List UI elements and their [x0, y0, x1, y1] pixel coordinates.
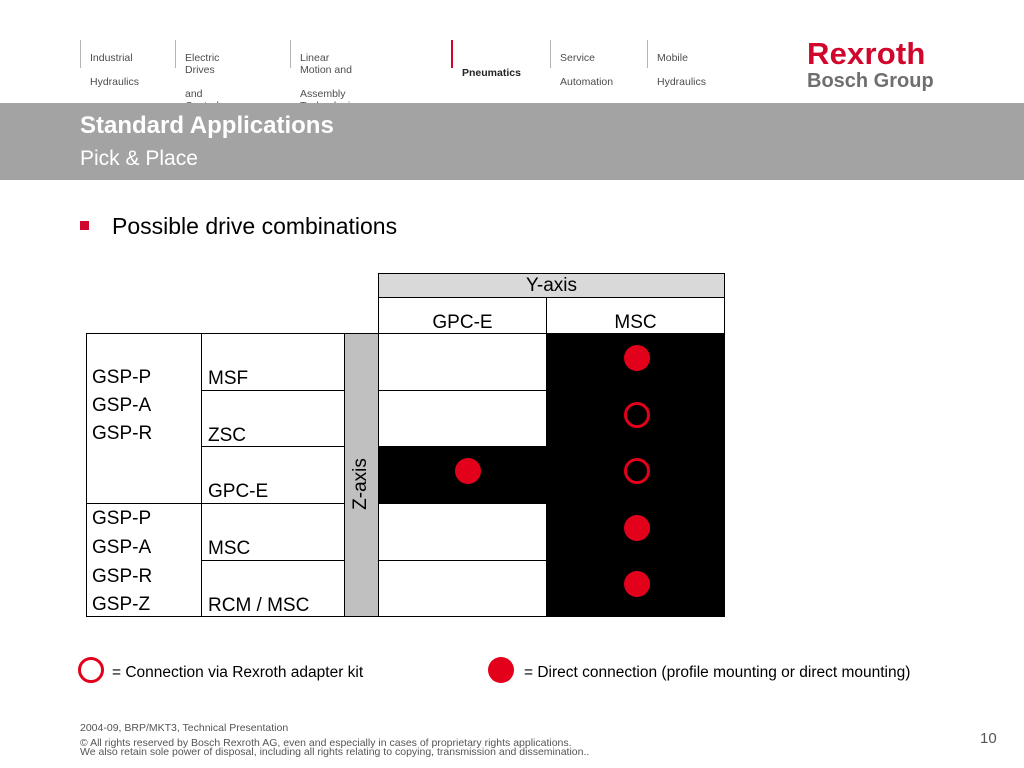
bullet-icon — [80, 221, 89, 230]
nav-line: and — [185, 88, 203, 100]
nav-industrial-hydraulics[interactable] — [80, 40, 140, 88]
drive-label: MSF — [208, 368, 249, 389]
legend-ring-icon — [78, 657, 104, 683]
nav-line: Automation — [560, 76, 614, 88]
drive-label: MSC — [208, 538, 251, 559]
adapter-connection-ring — [624, 458, 650, 484]
legend-adapter-text: = Connection via Rexroth adapter kit — [112, 664, 364, 681]
direct-connection-dot — [624, 571, 650, 597]
group-label: GSP-P — [92, 367, 152, 388]
nav-line: Hydraulics — [657, 76, 707, 88]
nav-mobile-hydraulics[interactable] — [647, 40, 707, 88]
nav-line: Linear Motion and — [300, 52, 352, 76]
group-label: GSP-A — [92, 395, 152, 416]
z-axis-label: Z-axis — [350, 458, 371, 510]
nav-line: Service — [560, 52, 596, 64]
direct-connection-dot — [624, 515, 650, 541]
drive-label: ZSC — [208, 425, 246, 446]
nav-pneumatics[interactable] — [451, 40, 521, 79]
y-axis-header: Y-axis — [378, 273, 725, 298]
nav-line: Mobile — [657, 52, 688, 64]
legend-direct-text: = Direct connection (profile mounting or direct mounting) — [524, 664, 911, 681]
nav-service-automation[interactable] — [550, 40, 614, 88]
group-label: GSP-R — [92, 566, 153, 587]
matrix-cell — [378, 333, 547, 391]
nav-line: Industrial — [90, 52, 133, 64]
drive-label: RCM / MSC — [208, 595, 310, 616]
bullet-text: Possible drive combinations — [112, 213, 398, 239]
matrix-cell — [378, 390, 547, 447]
nav-line: Pneumatics — [462, 67, 521, 79]
matrix-cell — [378, 560, 547, 617]
direct-connection-dot — [624, 345, 650, 371]
drive-label: GPC-E — [208, 481, 269, 502]
adapter-connection-ring — [624, 402, 650, 428]
nav-line: Electric Drives — [185, 52, 220, 76]
page-number: 10 — [980, 730, 997, 747]
legend-dot-icon — [488, 657, 514, 683]
logo-group: Bosch Group — [807, 70, 934, 92]
group-label: GSP-R — [92, 423, 153, 444]
column-header-msc: MSC — [546, 297, 725, 334]
direct-connection-dot — [455, 458, 481, 484]
group-label: GSP-Z — [92, 594, 151, 615]
page-subtitle: Pick & Place — [80, 147, 198, 170]
footer-line: 2004-09, BRP/MKT3, Technical Presentation — [80, 722, 289, 734]
rexroth-logo — [807, 38, 947, 92]
nav-line: Hydraulics — [90, 76, 140, 88]
page-title: Standard Applications — [80, 112, 334, 139]
footer-line: © All rights reserved by Bosch Rexroth AG, even and especially in cases of proprietary rights applications. — [80, 737, 572, 749]
group-label: GSP-A — [92, 537, 152, 558]
matrix-cell — [378, 503, 547, 561]
column-header-gpce: GPC-E — [378, 297, 547, 334]
logo-brand: Rexroth — [807, 36, 926, 71]
nav-line: Assembly — [300, 88, 346, 100]
footer-line: We also retain sole power of disposal, including all rights relating to copying, transmission and dissemination.. — [80, 746, 590, 758]
nav-linear-motion[interactable] — [290, 40, 361, 100]
nav-electric-drives[interactable] — [175, 40, 224, 100]
group-cell-1 — [86, 333, 202, 504]
group-label: GSP-P — [92, 508, 152, 529]
